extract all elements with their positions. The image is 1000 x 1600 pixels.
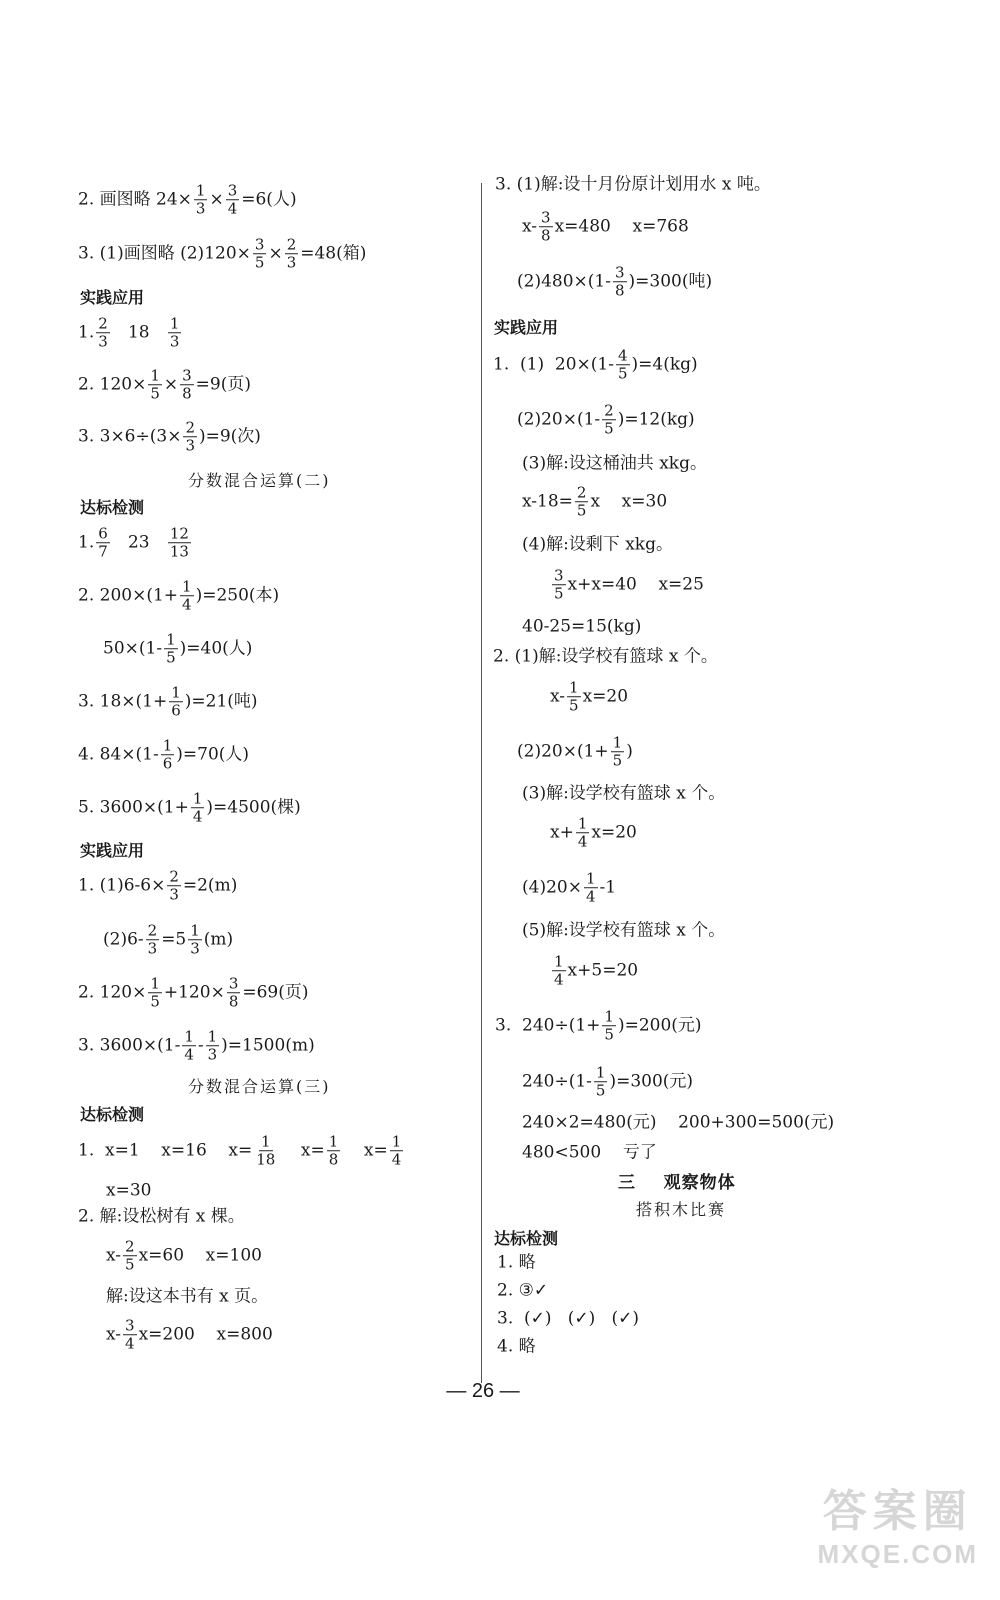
section-heading: 达标检测 (80, 498, 145, 517)
fraction: $\frac{1}{4}$ (391, 1132, 402, 1169)
expr-text: x- (550, 686, 566, 707)
expr-text: 1. (1) 20×(1- (493, 354, 614, 375)
fraction: $\frac{1}{3}$ (190, 921, 200, 958)
section-heading: 实践应用 (80, 288, 145, 307)
answer-line: 2. 解:设松树有 x 棵。 (78, 1206, 245, 1227)
fraction: $\frac{1}{8}$ (328, 1132, 339, 1169)
fraction: $\frac{1}{3}$ (195, 181, 206, 218)
expr-text: (2)6- (103, 929, 144, 950)
expr-text: 3. 3600×(1- (78, 1035, 181, 1056)
answer-line: 3. (✓) (✓) (✓) (497, 1308, 639, 1329)
fraction: $\frac{2}{3}$ (147, 921, 158, 958)
answer-line: 40-25=15(kg) (522, 616, 642, 637)
fraction: $\frac{1}{5}$ (150, 366, 160, 403)
answer-line (78, 1133, 405, 1169)
answer-line (517, 264, 712, 300)
answer-line: 3. (1)解:设十月份原计划用水 x 吨。 (495, 174, 771, 195)
fraction: $\frac{2}{5}$ (576, 483, 587, 520)
answer-line (103, 922, 233, 958)
answer-line (78, 315, 183, 351)
answer-line: 2. ③✓ (497, 1280, 549, 1301)
fraction: $\frac{12}{13}$ (169, 524, 189, 561)
fraction: $\frac{2}{3}$ (286, 235, 297, 272)
fraction: $\frac{3}{8}$ (614, 263, 625, 300)
expr-text: (4)20× (522, 877, 582, 898)
answer-line (78, 684, 258, 720)
fraction: $\frac{1}{4}$ (585, 869, 596, 906)
answer-line (517, 734, 633, 770)
expr-text: x- (522, 216, 538, 237)
expr-text: +120× (163, 982, 225, 1003)
answer-line (78, 525, 193, 561)
expr-text: 4. 84×(1- (78, 744, 159, 765)
fraction: $\frac{1}{3}$ (169, 314, 180, 351)
expr-text: 3. 18×(1+ (78, 691, 168, 712)
expr-text: x+ (550, 822, 574, 843)
fraction: $\frac{3}{8}$ (541, 208, 551, 245)
answer-line (78, 868, 237, 904)
answer-line (78, 737, 249, 773)
expr-text: x+5=20 (567, 960, 639, 981)
expr-text: x-18= (522, 491, 573, 512)
expr-text: )=40(人) (179, 638, 253, 659)
fraction: $\frac{1}{6}$ (171, 683, 181, 720)
expr-text: x- (106, 1245, 122, 1266)
expr-text: x x=30 (590, 491, 668, 512)
expr-text: (2)20×(1- (517, 409, 601, 430)
expr-text: )=1500(m) (221, 1035, 315, 1056)
fraction: $\frac{2}{3}$ (185, 418, 195, 455)
fraction: $\frac{1}{5}$ (604, 1007, 614, 1044)
answer-line: 480<500 亏了 (522, 1142, 657, 1163)
expr-text: 1. (1)6-6× (78, 875, 166, 896)
answer-line (493, 347, 698, 383)
expr-text: 2. 120× (78, 374, 147, 395)
expr-text: × (209, 189, 224, 210)
answer-line: 240×2=480(元) 200+300=500(元) (522, 1112, 835, 1133)
answer-line (517, 402, 695, 438)
answer-line (550, 815, 637, 851)
expr-text: =6(人) (241, 189, 297, 210)
fraction: $\frac{1}{6}$ (162, 736, 173, 773)
expr-text: )=200(元) (617, 1015, 702, 1036)
chapter-title: 三 观察物体 (618, 1173, 736, 1193)
fraction: $\frac{1}{4}$ (184, 1027, 194, 1064)
fraction: $\frac{1}{5}$ (150, 974, 160, 1011)
section-heading: 达标检测 (494, 1229, 559, 1248)
column-divider (481, 183, 482, 1383)
answer-line (78, 236, 366, 272)
answer-line (550, 679, 628, 715)
fraction: $\frac{1}{18}$ (256, 1132, 276, 1169)
answer-line (78, 790, 301, 826)
answer-line (78, 1028, 315, 1064)
answer-line (106, 1317, 273, 1353)
expr-text: 2. 120× (78, 982, 147, 1003)
expr-text: x=480 x=768 (554, 216, 689, 237)
fraction: $\frac{2}{3}$ (98, 314, 108, 351)
expr-text: =69(页) (242, 982, 309, 1003)
answer-line: 2. (1)解:设学校有篮球 x 个。 (493, 646, 718, 667)
expr-text: 1. x=1 x=16 x= (78, 1140, 253, 1161)
answer-line (106, 1238, 262, 1274)
answer-line: 1. 略 (497, 1252, 536, 1273)
expr-text: x=20 (582, 686, 629, 707)
expr-text: x=60 x=100 (138, 1245, 262, 1266)
fraction: $\frac{3}{4}$ (227, 181, 238, 218)
expr-text: 2. 画图略 24× (78, 189, 192, 210)
expr-text: )=21(吨) (184, 691, 258, 712)
fraction: $\frac{3}{5}$ (254, 235, 265, 272)
expr-text: 18 (111, 322, 166, 343)
fraction: $\frac{1}{3}$ (207, 1027, 218, 1064)
expr-text: x=20 (591, 822, 637, 843)
expr-text: )=4500(棵) (206, 797, 301, 818)
answer-line: (3)解:设这桶油共 xkg。 (522, 453, 707, 474)
fraction: $\frac{2}{5}$ (125, 1237, 135, 1274)
fraction: $\frac{4}{5}$ (617, 346, 628, 383)
expr-text: (m) (203, 929, 234, 950)
fraction: $\frac{1}{5}$ (612, 733, 623, 770)
expr-text: x= (279, 1140, 325, 1161)
fraction: $\frac{3}{8}$ (228, 974, 239, 1011)
fraction: $\frac{1}{5}$ (166, 630, 176, 667)
answer-line (78, 182, 297, 218)
expr-text: )=250(本) (195, 585, 280, 606)
lesson-subtitle: 分数混合运算(二) (188, 471, 331, 490)
expr-text: 1. (78, 532, 95, 553)
expr-text: )=300(吨) (628, 271, 713, 292)
expr-text: x= (342, 1140, 388, 1161)
expr-text: =48(箱) (300, 243, 367, 264)
expr-text: x+x=40 x=25 (567, 574, 704, 595)
lesson-subtitle: 分数混合运算(三) (188, 1077, 331, 1096)
fraction: $\frac{3}{4}$ (125, 1316, 135, 1353)
lesson-subtitle: 搭积木比赛 (636, 1200, 727, 1219)
expr-text: -1 (599, 877, 617, 898)
fraction: $\frac{1}{4}$ (554, 952, 564, 989)
expr-text: x=200 x=800 (138, 1324, 273, 1345)
expr-text: 5. 3600×(1+ (78, 797, 189, 818)
fraction: $\frac{1}{5}$ (569, 678, 579, 715)
fraction: $\frac{1}{4}$ (192, 789, 203, 826)
expr-text: 1. (78, 322, 95, 343)
answer-line (78, 578, 279, 614)
fraction: $\frac{3}{8}$ (182, 366, 192, 403)
answer-line (522, 1064, 693, 1100)
expr-text: 240÷(1- (522, 1071, 592, 1092)
expr-text: × (163, 374, 179, 395)
answer-line (522, 209, 689, 245)
expr-text: 3. 3×6÷(3× (78, 426, 182, 447)
expr-text: (2)20×(1+ (517, 741, 609, 762)
answer-line (78, 975, 309, 1011)
expr-text: =2(m) (182, 875, 238, 896)
fraction: $\frac{1}{4}$ (577, 814, 588, 851)
answer-line (522, 870, 616, 906)
section-heading: 实践应用 (494, 318, 559, 337)
fraction: $\frac{2}{3}$ (169, 867, 179, 904)
answer-line (550, 953, 638, 989)
expr-text: =9(页) (195, 374, 251, 395)
expr-text: 50×(1- (103, 638, 163, 659)
answer-line: (3)解:设学校有篮球 x 个。 (522, 783, 726, 804)
fraction: $\frac{3}{5}$ (554, 566, 564, 603)
answer-line: 4. 略 (497, 1336, 536, 1357)
expr-text: )=300(元) (609, 1071, 694, 1092)
expr-text: ) (626, 741, 633, 762)
expr-text: × (268, 243, 283, 264)
expr-text: 23 (111, 532, 166, 553)
answer-line (78, 419, 261, 455)
expr-text: (2)480×(1- (517, 271, 611, 292)
section-heading: 达标检测 (80, 1105, 145, 1124)
fraction: $\frac{1}{4}$ (182, 577, 192, 614)
fraction: $\frac{6}{7}$ (98, 524, 108, 561)
answer-line: x=30 (106, 1180, 152, 1201)
fraction: $\frac{2}{5}$ (604, 401, 614, 438)
expr-text: )=70(人) (176, 744, 250, 765)
expr-text: - (197, 1035, 204, 1056)
expr-text: )=12(kg) (617, 409, 695, 430)
answer-line (103, 631, 252, 667)
answer-line: (5)解:设学校有篮球 x 个。 (522, 920, 726, 941)
expr-text: 2. 200×(1+ (78, 585, 179, 606)
answer-line (550, 567, 704, 603)
expr-text: 3. 240÷(1+ (495, 1015, 601, 1036)
fraction: $\frac{1}{5}$ (595, 1063, 606, 1100)
watermark-logo: 答案圈 MXQE.COM (817, 1487, 978, 1569)
expr-text: x- (106, 1324, 122, 1345)
answer-line: 解:设这本书有 x 页。 (106, 1286, 269, 1307)
expr-text: 3. (1)画图略 (2)120× (78, 243, 251, 264)
answer-line (522, 484, 667, 520)
expr-text: =5 (161, 929, 187, 950)
expr-text: )=9(次) (198, 426, 261, 447)
section-heading: 实践应用 (80, 841, 145, 860)
answer-line: (4)解:设剩下 xkg。 (522, 534, 673, 555)
answer-line (78, 367, 251, 403)
page-number: — 26 — (446, 1380, 520, 1402)
expr-text: )=4(kg) (631, 354, 698, 375)
answer-line (495, 1008, 702, 1044)
